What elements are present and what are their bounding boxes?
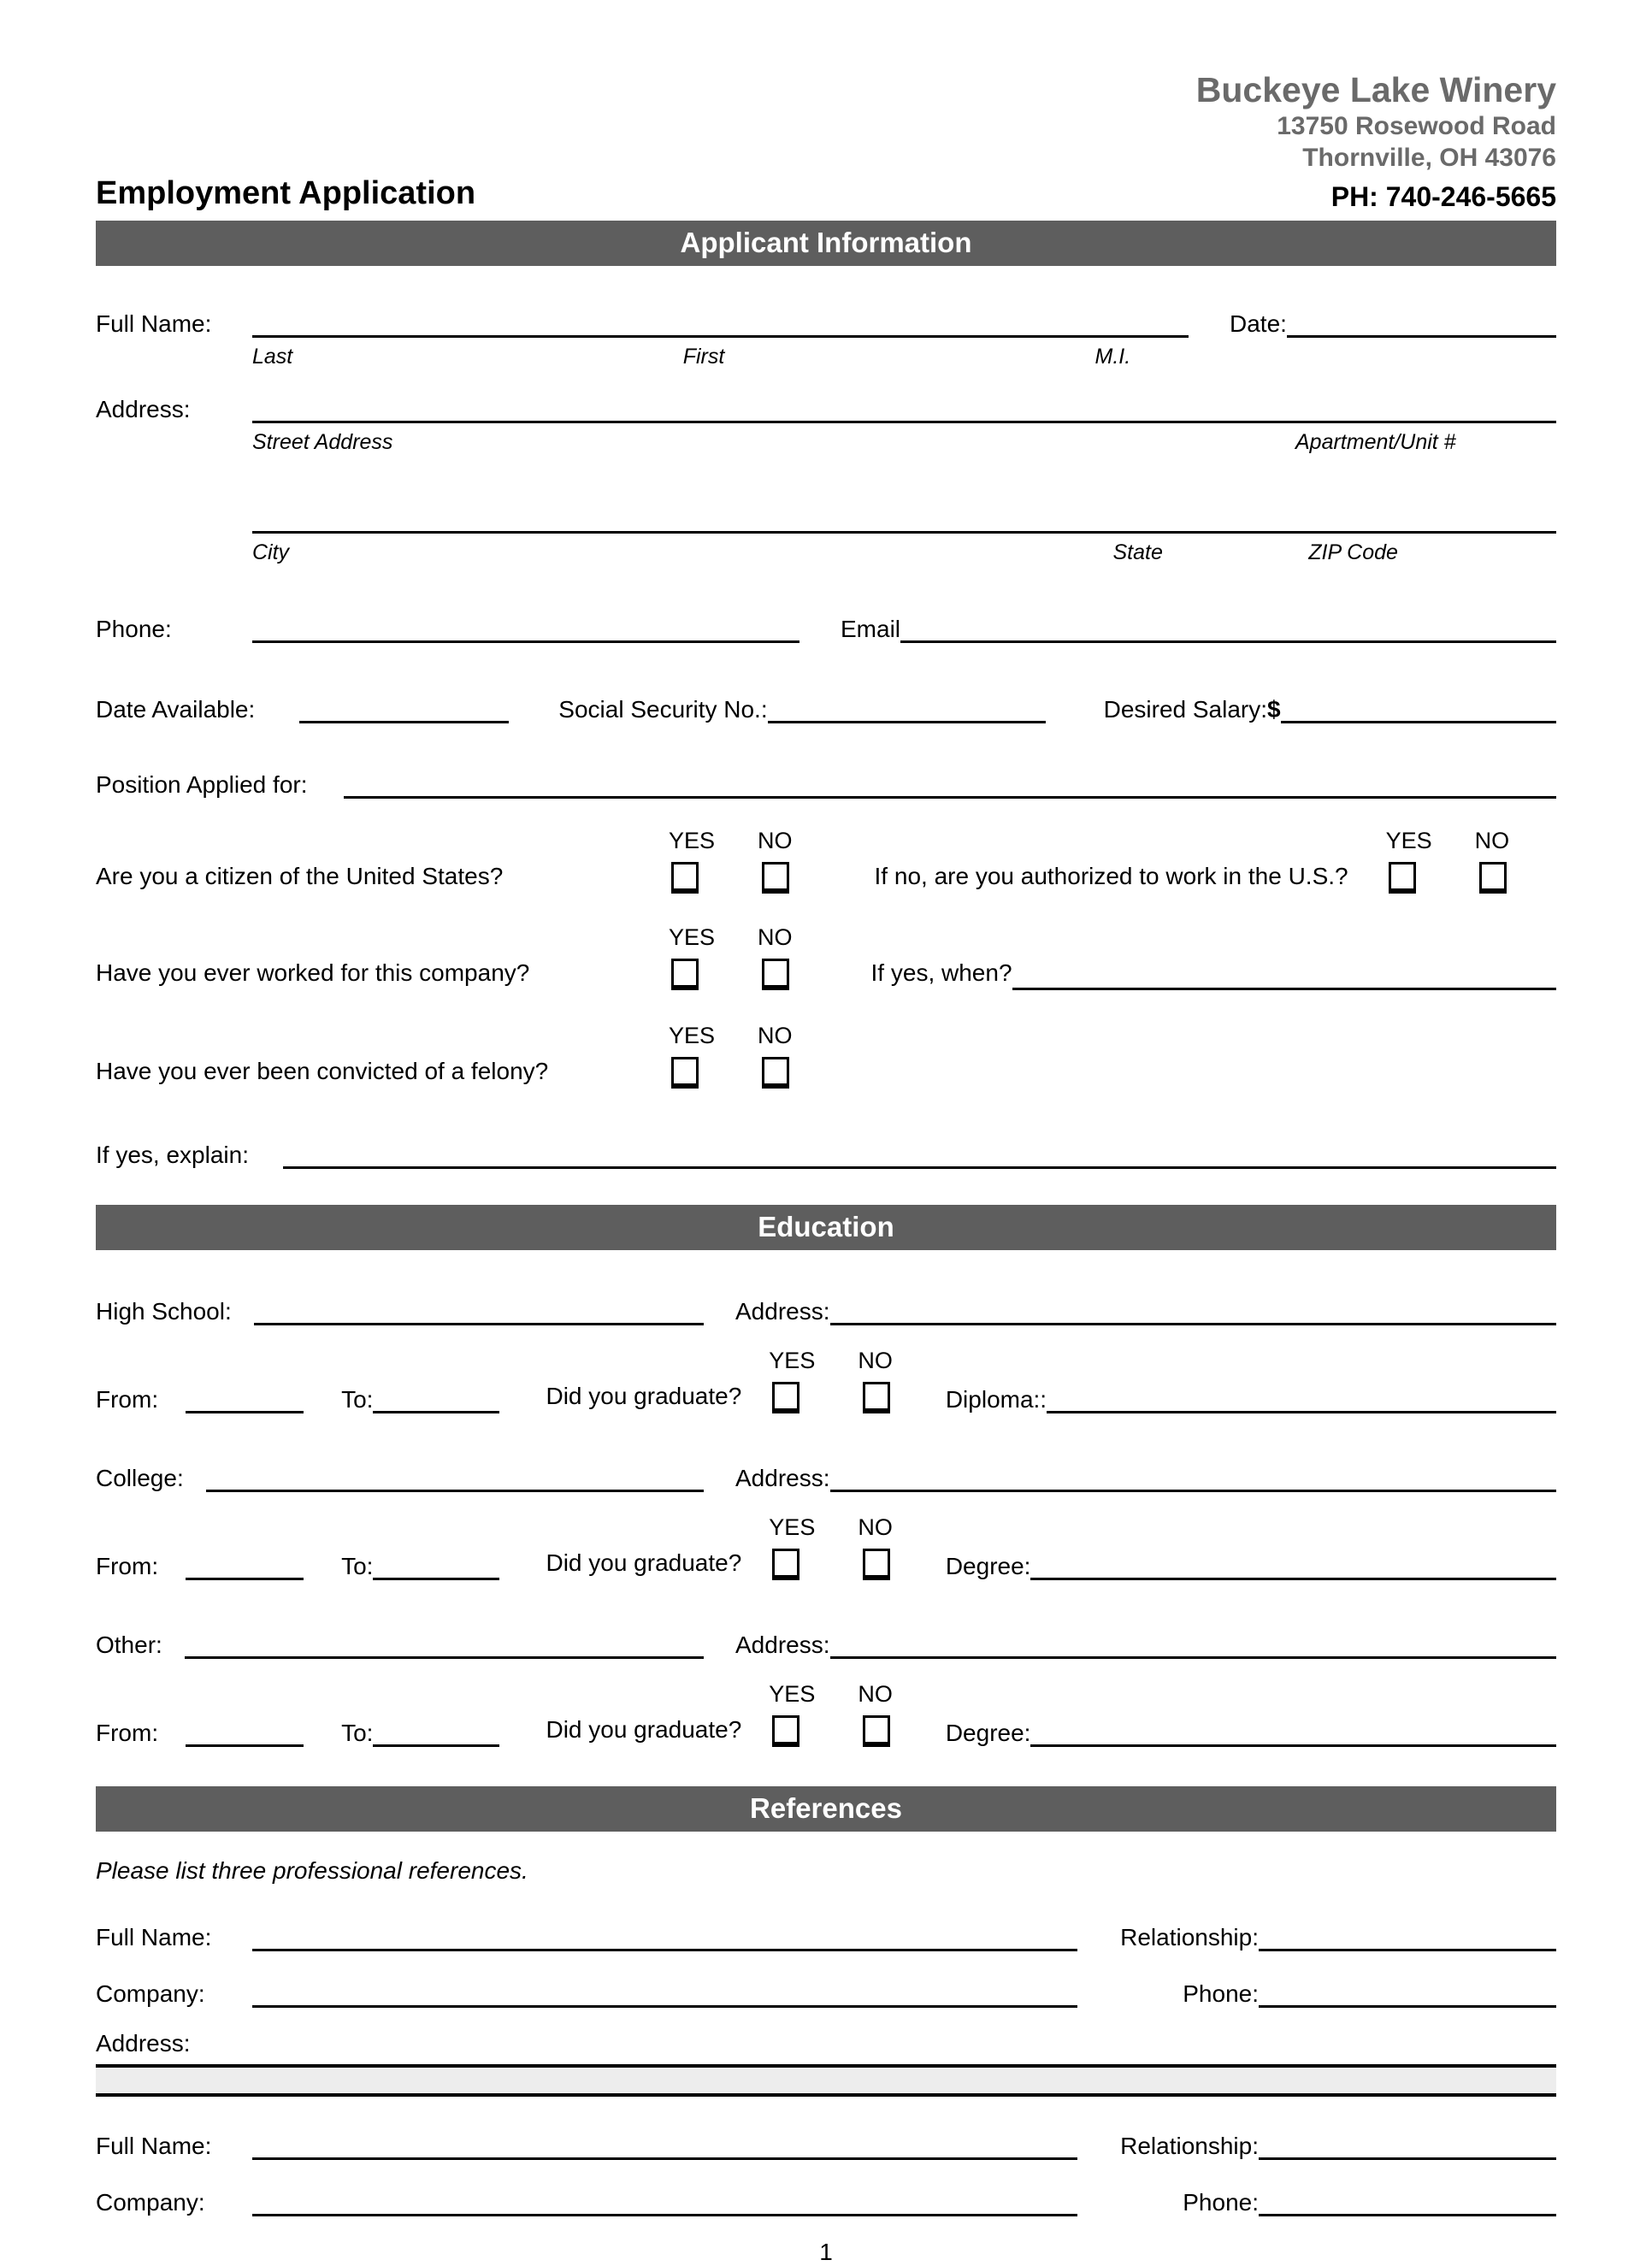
- other-degree-field[interactable]: [1030, 1732, 1556, 1747]
- form-title: Employment Application: [96, 175, 476, 212]
- no-header: NO: [858, 1348, 893, 1374]
- diploma-label: Diploma::: [945, 1386, 1047, 1413]
- hs-diploma-field[interactable]: [1047, 1399, 1556, 1413]
- citizen-yes-checkbox[interactable]: [671, 862, 699, 894]
- other-school-row: [96, 1632, 1556, 1659]
- ref2-company-field[interactable]: [252, 2202, 1077, 2216]
- high-school-label: High School:: [96, 1298, 232, 1325]
- ref1-relationship-group: [1077, 1924, 1556, 1951]
- to-label: To:: [341, 1386, 374, 1413]
- yes-no-headers: [669, 828, 793, 854]
- ref1-full-name-field[interactable]: [252, 1937, 1077, 1951]
- no-header: NO: [858, 1514, 893, 1541]
- to-label: To:: [341, 1720, 374, 1747]
- other-address-label: Address:: [735, 1632, 830, 1659]
- ref1-address-field-line2[interactable]: [96, 2068, 1556, 2097]
- other-name-field[interactable]: [185, 1644, 704, 1659]
- ref2-full-name-field[interactable]: [252, 2145, 1077, 2160]
- city-state-zip-row: [252, 519, 1556, 534]
- company-block: [1196, 68, 1556, 214]
- college-to-field[interactable]: [373, 1566, 499, 1580]
- no-header: NO: [758, 1023, 793, 1049]
- degree-label: Degree:: [945, 1720, 1031, 1747]
- street-address-sublabels: [252, 423, 1556, 456]
- ref2-name-row: [96, 2133, 1556, 2160]
- yes-no-boxes: [772, 1549, 890, 1580]
- hs-graduate-yes-checkbox[interactable]: [772, 1382, 799, 1413]
- felony-question-label: Have you ever been convicted of a felony?: [96, 1058, 549, 1085]
- citizen-no-checkbox[interactable]: [762, 862, 789, 894]
- position-row: [96, 771, 1556, 799]
- from-label: From:: [96, 1386, 159, 1413]
- hs-graduate-yes-no-group: [769, 1348, 893, 1413]
- date-available-label: Date Available:: [96, 696, 256, 723]
- explain-row: [96, 1142, 1556, 1169]
- desired-salary-label: Desired Salary:: [1103, 696, 1268, 723]
- no-header: NO: [758, 828, 793, 854]
- street-address-row: [96, 396, 1556, 423]
- other-address-field[interactable]: [830, 1644, 1557, 1659]
- authorized-yes-checkbox[interactable]: [1389, 862, 1416, 894]
- citizen-question-row: [96, 828, 1556, 894]
- date-available-field[interactable]: [299, 709, 509, 723]
- college-address-label: Address:: [735, 1465, 830, 1492]
- school-name-group: [96, 1632, 704, 1659]
- company-phone: PH: 740-246-5665: [1330, 181, 1556, 213]
- ssn-field[interactable]: [768, 709, 1046, 723]
- high-school-address-label: Address:: [735, 1298, 830, 1325]
- ref1-company-label: Company:: [96, 1980, 205, 2008]
- college-from-field[interactable]: [186, 1566, 304, 1580]
- city-state-zip-field[interactable]: [252, 519, 1556, 534]
- college-name-field[interactable]: [206, 1478, 704, 1492]
- college-graduate-no-checkbox[interactable]: [863, 1549, 890, 1580]
- section-bar-applicant-information: Applicant Information: [96, 221, 1556, 266]
- ref1-address-field-line1[interactable]: [96, 2057, 1556, 2068]
- phone-field[interactable]: [252, 628, 799, 643]
- felony-yes-checkbox[interactable]: [671, 1057, 699, 1089]
- college-label: College:: [96, 1465, 184, 1492]
- worked-question-row: [96, 924, 1556, 990]
- page-number: 1: [819, 2239, 833, 2266]
- yes-header: YES: [769, 1514, 816, 1541]
- college-dates-row: [96, 1514, 1556, 1580]
- graduate-question-label: Did you graduate?: [546, 1549, 742, 1577]
- sublabel-mi: M.I.: [1094, 345, 1131, 369]
- date-label: Date:: [1230, 310, 1287, 338]
- felony-no-checkbox[interactable]: [762, 1057, 789, 1089]
- sublabel-last: Last: [252, 345, 293, 369]
- yes-header: YES: [669, 1023, 716, 1049]
- position-label: Position Applied for:: [96, 771, 308, 799]
- authorized-question-label: If no, are you authorized to work in the U.S.?: [874, 863, 1348, 890]
- yes-header: YES: [769, 1348, 816, 1374]
- other-graduate-no-checkbox[interactable]: [863, 1715, 890, 1747]
- section-bar-education: Education: [96, 1205, 1556, 1250]
- other-graduate-yes-no-group: [769, 1681, 893, 1747]
- other-from-field[interactable]: [186, 1732, 304, 1747]
- ref1-address-label: Address:: [96, 2030, 191, 2057]
- sublabel-city: City: [252, 540, 290, 565]
- no-header: NO: [858, 1681, 893, 1708]
- yes-no-headers: [669, 924, 793, 951]
- company-address-line2: Thornville, OH 43076: [1302, 143, 1556, 172]
- high-school-name-field[interactable]: [254, 1311, 704, 1325]
- street-address-field[interactable]: [252, 409, 1556, 423]
- yes-no-boxes: [671, 862, 789, 894]
- full-name-row: [96, 310, 1556, 338]
- authorized-yes-no-group: [1386, 828, 1510, 894]
- yes-no-headers: [669, 1023, 793, 1049]
- email-label: Email: [841, 616, 901, 643]
- college-graduate-yes-checkbox[interactable]: [772, 1549, 799, 1580]
- availability-row: [96, 696, 1556, 723]
- ref1-full-name-label: Full Name:: [96, 1924, 212, 1951]
- ref2-company-row: [96, 2189, 1556, 2216]
- yes-header: YES: [769, 1681, 816, 1708]
- other-label: Other:: [96, 1632, 162, 1659]
- full-name-label: Full Name:: [96, 310, 212, 338]
- ref2-company-label: Company:: [96, 2189, 205, 2216]
- yes-no-headers: [1386, 828, 1510, 854]
- ref2-relationship-label: Relationship:: [1120, 2133, 1259, 2160]
- ref1-company-row: [96, 1980, 1556, 2008]
- phone-label: Phone:: [96, 616, 172, 643]
- yes-no-boxes: [671, 1057, 789, 1089]
- felony-question-row: [96, 1023, 1556, 1089]
- yes-header: YES: [669, 828, 716, 854]
- degree-label: Degree:: [945, 1553, 1031, 1580]
- sublabel-first: First: [682, 345, 725, 369]
- worked-yes-no-group: [669, 924, 793, 990]
- high-school-dates-row: [96, 1348, 1556, 1413]
- references-note: Please list three professional references.: [96, 1857, 528, 1885]
- header: [96, 68, 1556, 214]
- sublabel-street-address: Street Address: [252, 430, 393, 455]
- position-field[interactable]: [344, 784, 1557, 799]
- ref2-phone-group: [1077, 2189, 1556, 2216]
- hs-graduate-no-checkbox[interactable]: [863, 1382, 890, 1413]
- sublabel-zip-code: ZIP Code: [1308, 540, 1398, 565]
- ref2-phone-label: Phone:: [1183, 2189, 1259, 2216]
- ref1-phone-label: Phone:: [1183, 1980, 1259, 2008]
- city-state-zip-sublabels: [252, 534, 1556, 566]
- yes-no-boxes: [772, 1715, 890, 1747]
- if-yes-when-field[interactable]: [1012, 976, 1556, 990]
- ref1-phone-group: [1077, 1980, 1556, 2008]
- ref2-phone-field[interactable]: [1259, 2202, 1556, 2216]
- ref1-relationship-label: Relationship:: [1120, 1924, 1259, 1951]
- graduate-question-label: Did you graduate?: [546, 1383, 742, 1410]
- high-school-address-field[interactable]: [830, 1311, 1557, 1325]
- yes-no-boxes: [772, 1382, 890, 1413]
- sublabel-state: State: [1112, 540, 1163, 565]
- section-bar-references: References: [96, 1786, 1556, 1832]
- citizen-question-label: Are you a citizen of the United States?: [96, 863, 504, 890]
- company-name: Buckeye Lake Winery: [1195, 70, 1556, 109]
- yes-no-boxes: [1389, 862, 1507, 894]
- ref1-relationship-field[interactable]: [1259, 1937, 1556, 1951]
- email-field[interactable]: [900, 628, 1556, 643]
- ref1-name-row: [96, 1924, 1556, 1951]
- college-graduate-yes-no-group: [769, 1514, 893, 1580]
- from-label: From:: [96, 1553, 159, 1580]
- other-to-field[interactable]: [373, 1732, 499, 1747]
- company-address-line1: 13750 Rosewood Road: [1277, 112, 1556, 141]
- full-name-field[interactable]: [252, 323, 1189, 338]
- high-school-row: [96, 1298, 1556, 1325]
- ref2-full-name-label: Full Name:: [96, 2133, 212, 2160]
- felony-yes-no-group: [669, 1023, 793, 1089]
- ref1-phone-field[interactable]: [1259, 1993, 1556, 2008]
- when-question-label: If yes, when?: [870, 959, 1012, 987]
- college-row: [96, 1465, 1556, 1492]
- school-name-group: [96, 1465, 704, 1492]
- worked-yes-checkbox[interactable]: [671, 959, 699, 990]
- ref2-relationship-group: [1077, 2133, 1556, 2160]
- sublabel-apartment-unit: Apartment/Unit #: [1295, 430, 1456, 455]
- authorized-no-checkbox[interactable]: [1479, 862, 1507, 894]
- full-name-sublabels: [252, 338, 1189, 370]
- yes-no-headers: [769, 1514, 893, 1541]
- ref1-address-row: [96, 2030, 1556, 2097]
- yes-header: YES: [669, 924, 716, 951]
- salary-dollar-sign: $: [1267, 696, 1281, 723]
- ref1-company-field[interactable]: [252, 1993, 1077, 2008]
- yes-no-boxes: [671, 959, 789, 990]
- worked-no-checkbox[interactable]: [762, 959, 789, 990]
- yes-no-headers: [769, 1348, 893, 1374]
- yes-no-headers: [769, 1681, 893, 1708]
- from-label: From:: [96, 1720, 159, 1747]
- hs-from-field[interactable]: [186, 1399, 304, 1413]
- ssn-label: Social Security No.:: [558, 696, 768, 723]
- graduate-question-label: Did you graduate?: [546, 1716, 742, 1744]
- hs-to-field[interactable]: [373, 1399, 499, 1413]
- citizen-yes-no-group: [669, 828, 793, 894]
- to-label: To:: [341, 1553, 374, 1580]
- yes-header: YES: [1385, 828, 1432, 854]
- if-yes-explain-field[interactable]: [283, 1154, 1556, 1169]
- worked-question-label: Have you ever worked for this company?: [96, 959, 530, 987]
- other-dates-row: [96, 1681, 1556, 1747]
- college-degree-field[interactable]: [1030, 1566, 1556, 1580]
- explain-label: If yes, explain:: [96, 1142, 249, 1169]
- school-name-group: [96, 1298, 704, 1325]
- no-header: NO: [1474, 828, 1510, 854]
- no-header: NO: [758, 924, 793, 951]
- other-graduate-yes-checkbox[interactable]: [772, 1715, 799, 1747]
- desired-salary-field[interactable]: [1281, 709, 1556, 723]
- college-address-field[interactable]: [830, 1478, 1557, 1492]
- address-label: Address:: [96, 396, 191, 423]
- ref2-relationship-field[interactable]: [1259, 2145, 1556, 2160]
- phone-email-row: [96, 616, 1556, 643]
- date-field[interactable]: [1287, 323, 1556, 338]
